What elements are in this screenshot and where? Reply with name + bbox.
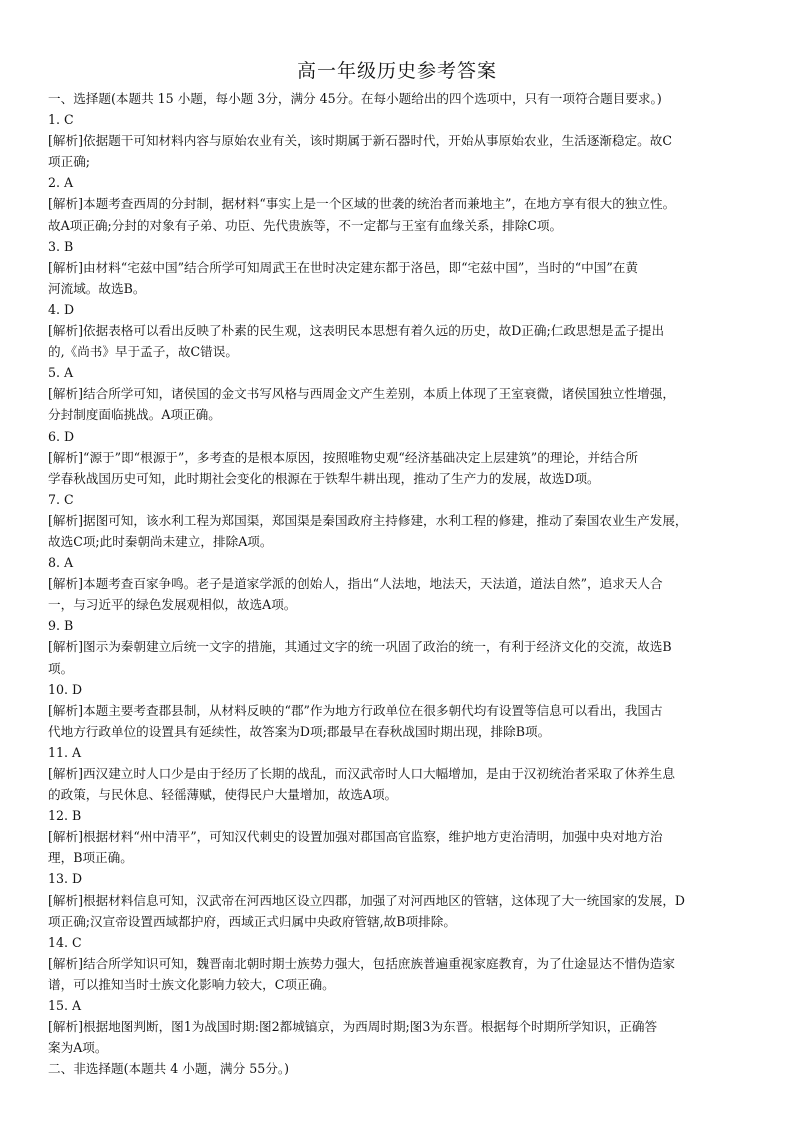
question-explanation-line: [解析]西汉建立时人口少是由于经历了长期的战乱，而汉武帝时人口大幅增加，是由于汉初统治者采取了休养生息: [48, 766, 675, 781]
question-item: [48, 868, 754, 931]
question-explanation-line: 河流域。故选B。: [48, 280, 146, 296]
question-explanation-line: 项正确;: [48, 154, 91, 170]
question-explanation-line: [解析]依据题干可知材料内容与原始农业有关，该时期属于新石器时代，开始从事原始农业，生活逐渐稳定。故C: [48, 133, 672, 149]
question-explanation-line: 项。: [48, 660, 74, 676]
question-answer: 8. A: [48, 555, 74, 571]
question-answer: 13. D: [48, 871, 83, 887]
question-explanation-line: [解析]由材料“宅兹中国”结合所学可知周武王在世时决定建东都于洛邑，即“宅兹中国”，当时的“中国”在黄: [48, 259, 638, 275]
question-answer: 11. A: [48, 744, 82, 760]
question-item: [48, 299, 754, 362]
question-item: [48, 489, 754, 552]
question-answer: 9. B: [48, 618, 74, 634]
question-explanation-line: 代地方行政单位的设置具有延续性，故答案为D项;郡最早在春秋战国时期出现，排除B项。: [48, 723, 551, 739]
question-item: [48, 362, 754, 425]
question-answer: 3. B: [48, 238, 74, 254]
question-explanation-line: [解析]图示为秦朝建立后统一文字的措施，其通过文字的统一巩固了政治的统一，有利于经济文化的交流，故选B: [48, 639, 672, 655]
question-explanation-line: 项正确;汉宣帝设置西域都护府，西域正式归属中央政府管辖,故B项排除。: [48, 913, 456, 929]
question-explanation-line: [解析]据图可知，该水利工程为郑国渠，郑国渠是秦国政府主持修建，水利工程的修建，推动了秦国农业生产发展，: [48, 512, 688, 528]
question-item: [48, 742, 754, 805]
section-heading-choice: 一、选择题(本题共 15 小题，每小题 3分，满分 45分。在每小题给出的四个选项中，只有一项符合题目要求。): [48, 91, 662, 106]
question-answer: 5. A: [48, 365, 74, 381]
question-explanation-line: [解析]结合所学知识可知，魏晋南北朝时期士族势力强大，包括庶族普遍重视家庭教育，为了仕途显达不惜伪造家: [48, 955, 675, 971]
question-item: [48, 679, 754, 742]
answer-content: [48, 88, 754, 1079]
question-explanation-line: 的政策，与民休息、轻徭薄赋，使得民户大量增加，故选A项。: [48, 787, 398, 803]
question-item: [48, 109, 754, 172]
question-item: [48, 552, 754, 615]
question-item: [48, 932, 754, 995]
question-item: [48, 805, 754, 868]
question-explanation-line: [解析]依据表格可以看出反映了朴素的民生观，这表明民本思想有着久远的历史，故D正确;仁政思想是孟子提出: [48, 323, 665, 339]
question-explanation-line: 理，B项正确。: [48, 850, 133, 866]
question-item: [48, 615, 754, 678]
question-explanation-line: [解析]根据地图判断，图1为战国时期:图2都城镐京，为西周时期;图3为东晋。根据每个时期所学知识，正确答: [48, 1019, 658, 1035]
question-item: [48, 236, 754, 299]
question-explanation-line: [解析]根据材料信息可知，汉武帝在河西地区设立四郡，加强了对河西地区的管辖，这体现了大一统国家的发展，D: [48, 892, 686, 908]
question-answer: 1. C: [48, 112, 74, 128]
question-explanation-line: 学春秋战国历史可知，此时期社会变化的根源在于铁犁牛耕出现，推动了生产力的发展，故选D项。: [48, 470, 600, 486]
question-answer: 15. A: [48, 998, 82, 1014]
question-explanation-line: 故选C项;此时秦朝尚未建立，排除A项。: [48, 533, 273, 549]
question-explanation-line: 分封制度面临挑战。A项正确。: [48, 407, 221, 423]
question-explanation-line: [解析]“源于”即“根源于”，多考查的是根本原因，按照唯物史观“经济基础决定上层建筑”的理论，并结合所: [48, 449, 638, 465]
question-list: [48, 109, 754, 1058]
question-explanation-line: 谱，可以推知当时士族文化影响力较大，C项正确。: [48, 976, 335, 992]
question-answer: 10. D: [48, 681, 83, 697]
question-answer: 7. C: [48, 491, 74, 507]
section-heading-nonchoice: 二、非选择题(本题共 4 小题，满分 55分。): [48, 1061, 290, 1077]
question-answer: 2. A: [48, 175, 74, 191]
question-explanation-line: [解析]本题主要考查郡县制，从材料反映的“郡”作为地方行政单位在很多朝代均有设置等信息可以看出，我国古: [48, 702, 663, 718]
question-explanation-line: [解析]本题考查百家争鸣。老子是道家学派的创始人，指出“人法地，地法天，天法道，道法自然”，追求天人合: [48, 576, 663, 592]
question-explanation-line: [解析]本题考查西周的分封制，据材料“事实上是一个区域的世袭的统治者而兼地主”，在地方享有很大的独立性。: [48, 196, 676, 212]
question-answer: 14. C: [48, 934, 82, 950]
question-explanation-line: 故A项正确;分封的对象有子弟、功臣、先代贵族等，不一定都与王室有血缘关系，排除C项。: [48, 217, 563, 233]
question-explanation-line: 案为A项。: [48, 1040, 108, 1056]
question-answer: 6. D: [48, 428, 75, 444]
question-item: [48, 995, 754, 1058]
question-explanation-line: 的,《尚书》早于孟子，故C错误。: [48, 344, 238, 360]
question-item: [48, 172, 754, 235]
question-explanation-line: 一，与习近平的绿色发展观相似，故选A项。: [48, 597, 297, 613]
question-answer: 4. D: [48, 301, 75, 317]
question-answer: 12. B: [48, 808, 82, 824]
question-explanation-line: [解析]根据材料“州中清平”，可知汉代刺史的设置加强对郡国高官监察，维护地方吏治清明，加强中央对地方治: [48, 829, 663, 845]
page-title: 高一年级历史参考答案: [296, 60, 497, 82]
question-explanation-line: [解析]结合所学可知，诸侯国的金文书写风格与西周金文产生差别，本质上体现了王室衰微，诸侯国独立性增强，: [48, 386, 675, 402]
question-item: [48, 426, 754, 489]
